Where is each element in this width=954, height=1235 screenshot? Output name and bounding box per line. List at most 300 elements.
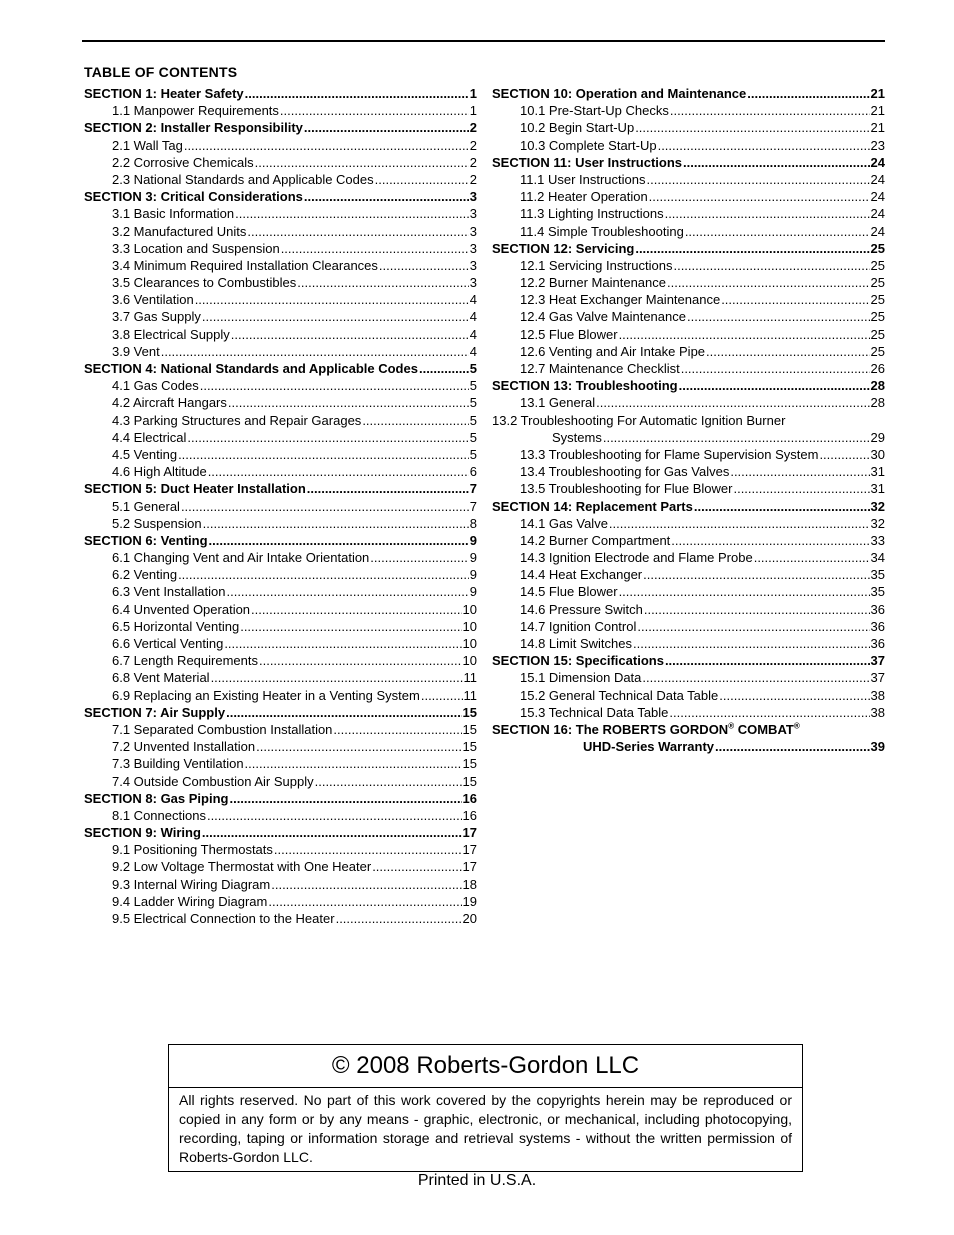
toc-subsection-entry[interactable]: [84, 893, 477, 910]
toc-entry-label: 14.5 Flue Blower: [520, 584, 618, 600]
toc-subsection-entry[interactable]: [492, 326, 885, 343]
toc-dot-leader: [637, 618, 869, 635]
toc-entry-label: 3.2 Manufactured Units: [112, 223, 247, 239]
toc-dot-leader: [268, 893, 461, 910]
toc-page-number: 7: [469, 498, 477, 514]
toc-entry-label: SECTION 8: Gas Piping: [84, 790, 229, 806]
toc-page-number: 10: [462, 601, 477, 617]
toc-dot-leader: [646, 171, 869, 188]
toc-page-number: 8: [469, 515, 477, 531]
toc-subsection-entry[interactable]: [84, 223, 477, 240]
toc-page-number: 23: [870, 137, 885, 153]
toc-entry-label: 3.9 Vent: [112, 343, 160, 359]
toc-subsection-entry[interactable]: [84, 566, 477, 583]
toc-subsection-entry[interactable]: [84, 807, 477, 824]
toc-left-column: [84, 85, 477, 927]
toc-subsection-entry[interactable]: [492, 119, 885, 136]
toc-entry-label: SECTION 10: Operation and Maintenance: [492, 86, 747, 101]
toc-entry-label: 4.3 Parking Structures and Repair Garages: [112, 412, 362, 428]
toc-subsection-entry[interactable]: [84, 635, 477, 652]
toc-subsection-entry[interactable]: [84, 257, 477, 274]
copyright-box: [168, 1044, 803, 1172]
toc-page-number: 25: [870, 326, 885, 342]
toc-dot-leader: [667, 274, 870, 291]
toc-subsection-entry[interactable]: [84, 721, 477, 738]
toc-dot-leader: [603, 429, 870, 446]
toc-subsection-entry[interactable]: [492, 480, 885, 497]
toc-subsection-entry[interactable]: [84, 652, 477, 669]
toc-entry-label: SECTION 3: Critical Considerations: [84, 189, 303, 205]
toc-page-number: 25: [870, 309, 885, 325]
toc-subsection-entry[interactable]: [492, 429, 885, 446]
toc-section-entry[interactable]: [84, 480, 477, 497]
toc-entry-label: 7.2 Unvented Installation: [112, 739, 256, 755]
toc-dot-leader: [181, 498, 469, 515]
toc-section-entry[interactable]: [492, 85, 885, 102]
toc-dot-leader: [271, 876, 461, 893]
toc-page-number: 32: [870, 498, 885, 514]
toc-entry-label: [492, 721, 885, 738]
toc-section-entry[interactable]: [84, 704, 477, 721]
toc-entry-label: 13.5 Troubleshooting for Flue Blower: [520, 481, 733, 497]
toc-subsection-entry[interactable]: [84, 669, 477, 686]
toc-subsection-entry[interactable]: [84, 446, 477, 463]
toc-dot-leader: [379, 257, 469, 274]
toc-page-number: 38: [870, 687, 885, 703]
toc-subsection-entry[interactable]: [84, 601, 477, 618]
printed-in-label: Printed in U.S.A.: [417, 1172, 537, 1189]
toc-page-number: 2: [469, 137, 477, 153]
toc-subsection-entry[interactable]: [84, 515, 477, 532]
toc-dot-leader: [245, 755, 462, 772]
toc-entry-label: 12.2 Burner Maintenance: [520, 275, 666, 291]
toc-page-number: 4: [469, 343, 477, 359]
toc-dot-leader: [370, 549, 468, 566]
toc-entry-label: 1.1 Manpower Requirements: [112, 103, 279, 119]
toc-entry-label: SECTION 13: Troubleshooting: [492, 378, 678, 394]
toc-dot-leader: [178, 446, 469, 463]
toc-page-number: 36: [870, 618, 885, 634]
toc-entry-label: 3.5 Clearances to Combustibles: [112, 275, 297, 291]
toc-dot-leader: [207, 807, 462, 824]
toc-entry-label: 3.1 Basic Information: [112, 206, 235, 222]
toc-page-number: 35: [870, 567, 885, 583]
toc-entry-label: 12.5 Flue Blower: [520, 326, 618, 342]
toc-page-number: 24: [870, 223, 885, 239]
toc-dot-leader: [184, 137, 469, 154]
toc-subsection-entry[interactable]: [492, 308, 885, 325]
toc-subsection-entry[interactable]: [84, 876, 477, 893]
toc-dot-leader: [211, 669, 463, 686]
toc-title: TABLE OF CONTENTS: [84, 64, 238, 80]
toc-entry-label: 6.6 Vertical Venting: [112, 636, 224, 651]
toc-section-entry[interactable]: [84, 824, 477, 841]
toc-dot-leader: [715, 738, 870, 755]
toc-page-number: 25: [870, 292, 885, 308]
toc-dot-leader: [679, 377, 870, 394]
toc-subsection-entry[interactable]: [492, 291, 885, 308]
toc-subsection-entry[interactable]: [492, 635, 885, 652]
toc-entry-label: 3.8 Electrical Supply: [112, 326, 230, 342]
toc-page-number: 25: [870, 343, 885, 359]
toc-subsection-entry[interactable]: [492, 532, 885, 549]
toc-entry-label: 5.2 Suspension: [112, 515, 202, 531]
toc-page-number: 15: [462, 756, 477, 772]
toc-entry-label: 7.4 Outside Combustion Air Supply: [112, 773, 314, 789]
toc-entry-label: UHD-Series Warranty: [583, 739, 715, 755]
toc-dot-leader: [669, 704, 869, 721]
toc-entry-label: 14.7 Ignition Control: [520, 618, 637, 634]
toc-dot-leader: [643, 566, 869, 583]
toc-dot-leader: [229, 790, 461, 807]
top-rule: [82, 40, 885, 42]
toc-subsection-entry[interactable]: [492, 257, 885, 274]
toc-entry-label: 6.3 Vent Installation: [112, 584, 226, 600]
toc-entry-label: 10.2 Begin Start-Up: [520, 120, 635, 136]
toc-subsection-entry[interactable]: [84, 137, 477, 154]
toc-section-entry[interactable]: [84, 85, 477, 102]
toc-subsection-entry[interactable]: [492, 102, 885, 119]
toc-subsection-entry[interactable]: [84, 343, 477, 360]
toc-subsection-entry[interactable]: [492, 601, 885, 618]
toc-page-number: 5: [469, 412, 477, 428]
toc-entry-label: 14.6 Pressure Switch: [520, 601, 643, 617]
toc-subsection-entry[interactable]: [84, 858, 477, 875]
toc-page-number: 29: [870, 429, 885, 445]
toc-subsection-entry[interactable]: [492, 583, 885, 600]
toc-subsection-entry[interactable]: [84, 429, 477, 446]
toc-subsection-entry[interactable]: [492, 188, 885, 205]
toc-page-number: 15: [462, 773, 477, 789]
toc-dot-leader: [297, 274, 469, 291]
toc-dot-leader: [202, 824, 462, 841]
toc-dot-leader: [721, 291, 869, 308]
toc-entry-label: 3.7 Gas Supply: [112, 309, 201, 325]
toc-subsection-entry[interactable]: [84, 841, 477, 858]
toc-subsection-entry[interactable]: [492, 394, 885, 411]
toc-page-number: 3: [469, 257, 477, 273]
toc-subsection-entry[interactable]: [84, 687, 477, 704]
toc-dot-leader: [633, 635, 870, 652]
toc-subsection-entry[interactable]: [84, 326, 477, 343]
toc-dot-leader: [231, 326, 469, 343]
toc-section-entry[interactable]: [84, 188, 477, 205]
toc-section-entry[interactable]: [84, 532, 477, 549]
toc-entry-label: 4.1 Gas Codes: [112, 378, 199, 394]
toc-page-number: 25: [870, 275, 885, 291]
toc-page-number: 16: [462, 807, 477, 823]
toc-entry-label: 9.1 Positioning Thermostats: [112, 842, 273, 858]
toc-entry-label: 13.1 General: [520, 395, 596, 411]
toc-subsection-entry[interactable]: [84, 618, 477, 635]
toc-entry-label: 3.4 Minimum Required Installation Clearances: [112, 257, 378, 273]
toc-dot-leader: [161, 343, 469, 360]
toc-page-number: 7: [469, 481, 477, 497]
toc-subsection-entry[interactable]: [492, 463, 885, 480]
toc-dot-leader: [228, 394, 469, 411]
toc-page-number: 16: [462, 790, 477, 806]
toc-section-entry[interactable]: [492, 154, 885, 171]
toc-page-number: 4: [469, 292, 477, 308]
toc-section-entry[interactable]: [492, 377, 885, 394]
toc-section-entry[interactable]: [492, 240, 885, 257]
toc-entry-label: 14.1 Gas Valve: [520, 515, 608, 531]
toc-page-number: 3: [469, 223, 477, 239]
toc-entry-label: 13.4 Troubleshooting for Gas Valves: [520, 464, 730, 480]
toc-section-entry[interactable]: [84, 790, 477, 807]
toc-subsection-entry[interactable]: [492, 566, 885, 583]
toc-entry-label: 13.3 Troubleshooting for Flame Supervision System: [520, 446, 819, 462]
toc-page-number: 11: [463, 670, 477, 686]
toc-page-number: 11: [463, 687, 477, 703]
toc-subsection-entry[interactable]: [84, 738, 477, 755]
toc-section-entry[interactable]: [492, 721, 885, 738]
toc-subsection-entry[interactable]: [492, 549, 885, 566]
toc-subsection-entry[interactable]: [492, 515, 885, 532]
toc-page-number: 21: [870, 86, 885, 101]
toc-dot-leader: [642, 669, 869, 686]
toc-entry-label: 3.3 Location and Suspension: [112, 240, 280, 256]
toc-subsection-entry[interactable]: [492, 360, 885, 377]
toc-subsection-entry[interactable]: [492, 343, 885, 360]
toc-entry-label: 11.4 Simple Troubleshooting: [520, 223, 684, 239]
toc-entry-label: 11.2 Heater Operation: [520, 189, 648, 205]
toc-page-number: 24: [870, 189, 885, 205]
toc-page-number: 1: [469, 86, 477, 101]
toc-dot-leader: [673, 257, 869, 274]
toc-page-number: 9: [469, 567, 477, 583]
toc-page-number: 2: [469, 154, 477, 170]
toc-subsection-entry[interactable]: [492, 223, 885, 240]
toc-subsection-entry[interactable]: [84, 171, 477, 188]
toc-dot-leader: [226, 704, 461, 721]
toc-dot-leader: [819, 446, 869, 463]
toc-dot-leader: [203, 515, 469, 532]
toc-subsection-entry[interactable]: [84, 240, 477, 257]
toc-entry-label: 12.3 Heat Exchanger Maintenance: [520, 292, 721, 308]
toc-entry-label: 12.6 Venting and Air Intake Pipe: [520, 343, 706, 359]
toc-page-number: 15: [462, 704, 477, 720]
toc-page-number: 3: [469, 275, 477, 291]
toc-dot-leader: [251, 601, 461, 618]
toc-entry-label: SECTION 4: National Standards and Applicable Codes: [84, 361, 418, 376]
toc-dot-leader: [304, 188, 469, 205]
toc-subsection-entry[interactable]: [84, 498, 477, 515]
toc-dot-leader: [694, 498, 870, 515]
toc-subsection-entry[interactable]: [492, 137, 885, 154]
toc-page-number: 18: [462, 876, 477, 892]
toc-entry-label: 12.7 Maintenance Checklist: [520, 361, 680, 376]
toc-page-number: 6: [469, 464, 477, 480]
toc-entry-label: SECTION 2: Installer Responsibility: [84, 120, 303, 136]
toc-page-number: 10: [462, 618, 477, 634]
section16-title: SECTION 16: The ROBERTS GORDON: [492, 721, 729, 737]
toc-page-number: 5: [469, 446, 477, 462]
toc-page-number: 21: [870, 120, 885, 136]
toc-entry-label: 11.1 User Instructions: [520, 171, 646, 187]
toc-entry-label: 4.2 Aircraft Hangars: [112, 395, 227, 411]
toc-dot-leader: [280, 102, 469, 119]
toc-entry-label: 4.4 Electrical: [112, 429, 187, 445]
toc-dot-leader: [747, 85, 869, 102]
toc-dot-leader: [419, 360, 469, 377]
toc-subsection-entry[interactable]: [492, 687, 885, 704]
toc-entry-label: 6.5 Horizontal Venting: [112, 618, 240, 634]
toc-subsection-entry[interactable]: [84, 291, 477, 308]
toc-dot-leader: [240, 618, 461, 635]
toc-dot-leader: [706, 343, 870, 360]
toc-dot-leader: [375, 171, 469, 188]
toc-dot-leader: [665, 652, 870, 669]
toc-section-entry[interactable]: [84, 119, 477, 136]
section16-brand: COMBAT: [734, 721, 794, 737]
toc-section-entry[interactable]: [84, 360, 477, 377]
toc-dot-leader: [281, 240, 469, 257]
toc-entry-label: 5.1 General: [112, 498, 180, 514]
toc-entry-label: SECTION 5: Duct Heater Installation: [84, 481, 306, 497]
toc-entry-label: 6.8 Vent Material: [112, 670, 210, 686]
toc-page-number: 33: [870, 532, 885, 548]
toc-subsection-entry[interactable]: [492, 704, 885, 721]
toc-page-number: 17: [462, 859, 477, 875]
toc-page-number: 36: [870, 601, 885, 617]
toc-entry-label: Systems: [552, 429, 602, 445]
toc-entry-label: 8.1 Connections: [112, 807, 206, 823]
toc-entry-label: 6.2 Venting: [112, 567, 178, 583]
toc-dot-leader: [665, 205, 870, 222]
toc-entry-label: 2.3 National Standards and Applicable Codes: [112, 171, 374, 187]
toc-entry-label: SECTION 7: Air Supply: [84, 704, 226, 720]
toc-subsection-entry[interactable]: [84, 910, 477, 927]
toc-page-number: 28: [870, 395, 885, 411]
toc-page-number: 2: [469, 171, 477, 187]
toc-entry-label: 15.1 Dimension Data: [520, 670, 642, 686]
toc-page-number: 17: [462, 825, 477, 841]
toc-entry-label: 12.4 Gas Valve Maintenance: [520, 309, 686, 325]
toc-dot-leader: [255, 154, 469, 171]
toc-entry-label: 9.2 Low Voltage Thermostat with One Heater: [112, 859, 372, 875]
toc-dot-leader: [754, 549, 870, 566]
toc-entry-label: 6.7 Length Requirements: [112, 653, 258, 669]
toc-page-number: 1: [469, 103, 477, 119]
toc-dot-leader: [619, 583, 870, 600]
toc-entry-label: 10.1 Pre-Start-Up Checks: [520, 103, 669, 119]
toc-entry-label: 2.2 Corrosive Chemicals: [112, 154, 254, 170]
toc-page-number: 39: [870, 739, 885, 755]
toc-page-number: 24: [870, 206, 885, 222]
toc-dot-leader: [658, 137, 870, 154]
toc-subsection-entry[interactable]: [84, 274, 477, 291]
toc-entry-label: SECTION 1: Heater Safety: [84, 86, 244, 101]
toc-dot-leader: [209, 532, 469, 549]
toc-dot-leader: [730, 463, 869, 480]
toc-dot-leader: [670, 102, 870, 119]
toc-dot-leader: [733, 480, 869, 497]
toc-right-column: [492, 85, 885, 755]
toc-subsection-entry[interactable]: [84, 549, 477, 566]
toc-dot-leader: [226, 583, 468, 600]
toc-page-number: 37: [870, 653, 885, 669]
toc-subsection-entry[interactable]: [84, 102, 477, 119]
toc-page-number: 37: [870, 670, 885, 686]
toc-page-number: 24: [870, 171, 885, 187]
registered-mark: ®: [728, 721, 735, 731]
toc-entry-label: 7.1 Separated Combustion Installation: [112, 721, 333, 737]
toc-entry-label: 14.2 Burner Compartment: [520, 532, 671, 548]
toc-subsection-entry[interactable]: [84, 377, 477, 394]
toc-entry-label: 9.3 Internal Wiring Diagram: [112, 876, 271, 892]
toc-dot-leader: [685, 223, 870, 240]
toc-subsection-entry[interactable]: [492, 446, 885, 463]
toc-dot-leader: [315, 773, 462, 790]
toc-subsection-entry[interactable]: [84, 205, 477, 222]
toc-dot-leader: [421, 687, 463, 704]
toc-subsection-entry[interactable]: [492, 618, 885, 635]
toc-entry-label: 13.2 Troubleshooting For Automatic Ignition Burner: [492, 412, 786, 428]
toc-page-number: 5: [469, 395, 477, 411]
toc-entry-label: 2.1 Wall Tag: [112, 137, 183, 153]
toc-dot-leader: [304, 119, 469, 136]
toc-entry-label: 6.4 Unvented Operation: [112, 601, 251, 617]
toc-subsection-entry[interactable]: [492, 412, 885, 429]
toc-entry-label: 15.2 General Technical Data Table: [520, 687, 719, 703]
toc-page-number: 26: [870, 361, 885, 376]
toc-entry-label: SECTION 15: Specifications: [492, 653, 664, 669]
toc-page-number: 3: [469, 240, 477, 256]
toc-dot-leader: [333, 721, 461, 738]
toc-subsection-entry[interactable]: [492, 274, 885, 291]
toc-entry-label: 15.3 Technical Data Table: [520, 704, 669, 720]
toc-entry-label: SECTION 11: User Instructions: [492, 154, 682, 170]
toc-subsection-entry[interactable]: [84, 412, 477, 429]
toc-entry-label: 9.4 Ladder Wiring Diagram: [112, 893, 268, 909]
toc-entry-label: 10.3 Complete Start-Up: [520, 137, 657, 153]
toc-page-number: 4: [469, 309, 477, 325]
toc-section-entry[interactable]: [492, 498, 885, 515]
toc-page-number: 10: [462, 653, 477, 669]
toc-subsection-entry[interactable]: [84, 463, 477, 480]
toc-section-entry-continuation[interactable]: [492, 738, 885, 755]
toc-dot-leader: [362, 412, 468, 429]
toc-entry-label: 6.9 Replacing an Existing Heater in a Venting System: [112, 687, 420, 703]
toc-subsection-entry[interactable]: [84, 773, 477, 790]
toc-entry-label: SECTION 14: Replacement Parts: [492, 498, 693, 514]
toc-dot-leader: [683, 154, 870, 171]
toc-dot-leader: [596, 394, 869, 411]
toc-page-number: 17: [462, 842, 477, 858]
toc-page-number: 30: [870, 446, 885, 462]
toc-section-entry[interactable]: [492, 652, 885, 669]
toc-subsection-entry[interactable]: [84, 583, 477, 600]
toc-subsection-entry[interactable]: [84, 154, 477, 171]
toc-subsection-entry[interactable]: [84, 394, 477, 411]
toc-subsection-entry[interactable]: [492, 669, 885, 686]
toc-subsection-entry[interactable]: [84, 308, 477, 325]
toc-subsection-entry[interactable]: [492, 205, 885, 222]
toc-page-number: 4: [469, 326, 477, 342]
toc-entry-label: 6.1 Changing Vent and Air Intake Orientation: [112, 550, 370, 566]
toc-subsection-entry[interactable]: [492, 171, 885, 188]
toc-subsection-entry[interactable]: [84, 755, 477, 772]
toc-entry-label: 14.3 Ignition Electrode and Flame Probe: [520, 550, 753, 566]
toc-dot-leader: [336, 910, 462, 927]
toc-page-number: 38: [870, 704, 885, 720]
toc-page-number: 25: [870, 257, 885, 273]
toc-page-number: 24: [870, 154, 885, 170]
toc-page-number: 10: [462, 636, 477, 651]
toc-entry-label: 4.5 Venting: [112, 446, 178, 462]
toc-dot-leader: [259, 652, 462, 669]
